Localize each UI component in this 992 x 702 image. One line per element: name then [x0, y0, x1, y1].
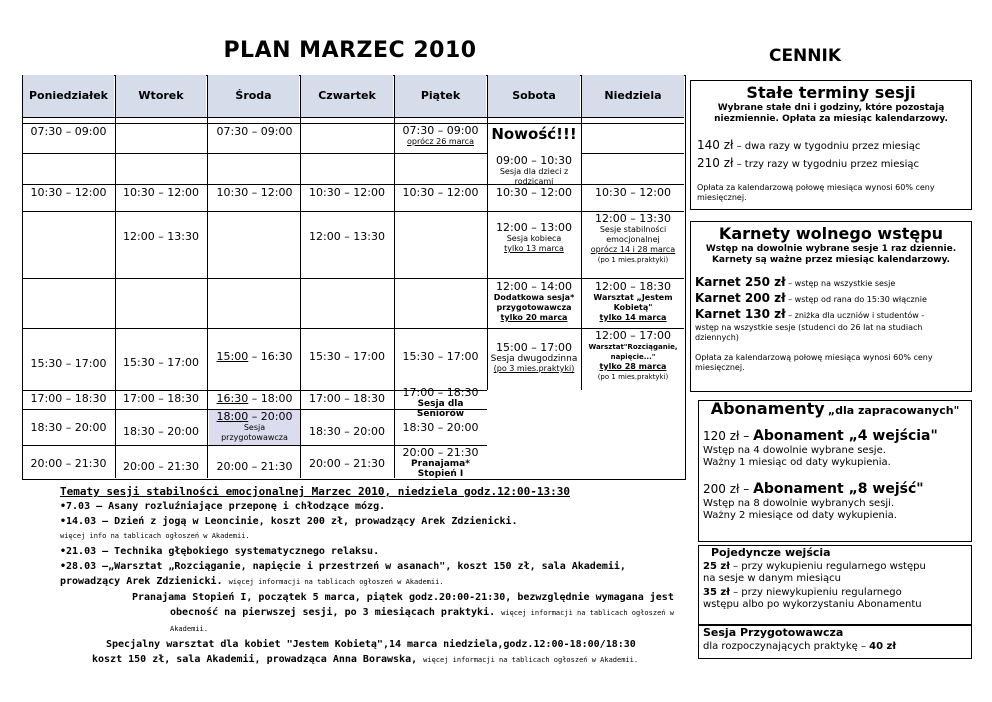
pojedyncze-line2b: wstępu albo po wykorzystaniu Abonamentu	[703, 599, 922, 610]
fri-0730-time: 07:30 – 09:00	[402, 124, 479, 137]
sun-1200c-time: 12:00 – 17:00	[595, 329, 671, 342]
wed-1800-note1: Sesja	[243, 423, 266, 432]
sun-1200	[582, 212, 684, 265]
price-box-przygotowawcza	[698, 625, 972, 659]
sat-1200b-note1: Dodatkowa sesja*	[493, 293, 575, 302]
abonament-8-line1: Wstęp na 8 dowolnie wybranych sesji.	[703, 498, 895, 509]
note-special-2-text: koszt 150 zł, sala Akademii, prowadząca Anna Borawska,	[92, 654, 418, 665]
abonament-8	[703, 483, 971, 497]
fri-2000-time: 20:00 – 21:30	[402, 446, 479, 459]
karnety-sub2: Karnety są ważne przez miesiąc kalendarzowy.	[711, 255, 951, 265]
wed-1800	[209, 410, 300, 443]
abonament-4-line1: Wstęp na 4 dowolnie wybrane sesje.	[703, 445, 886, 456]
karnet-130-price: Karnet 130 zł	[695, 307, 786, 321]
karnet-250-text: – wstęp na wszystkie sesje	[785, 279, 896, 288]
note-2803: •28.03 –„Warsztat „Rozciąganie, napięcie i przestrzeń w asanach", koszt 150 zł, sala Akademii,	[60, 561, 626, 572]
tue-1530: 15:30 – 17:00	[123, 356, 199, 369]
sat-0900-time: 09:00 – 10:30	[496, 154, 572, 167]
sun-1200-time: 12:00 – 13:30	[595, 212, 671, 225]
pojedyncze-line1-text: – przy wykupieniu regularnego wstępu	[729, 561, 926, 572]
pojedyncze-title: Pojedyncze wejścia	[711, 546, 831, 559]
mon-1700: 17:00 – 18:30	[30, 392, 107, 405]
mon-0730: 07:30 – 09:00	[30, 125, 107, 138]
karnety-sub1: Wstęp na dowolnie wybrane sesje 1 raz dziennie.	[705, 244, 957, 254]
sun-1200c-note1: Warsztat"Rozciąganie, napięcie..."	[588, 343, 678, 361]
stale-note: Opłata za kalendarzową połowę miesiąca wynosi 60% ceny miesięcznej.	[697, 183, 935, 202]
sat-0900-note: Sesja dla dzieci z rodzicami	[499, 167, 569, 186]
sat-1200b-note2: przygotowawcza	[496, 303, 572, 312]
day-header-friday: Piątek	[395, 75, 486, 117]
sun-1030: 10:30 – 12:00	[595, 186, 671, 199]
wed-1800-start: 18:00	[216, 410, 249, 423]
pojedyncze-line1-price: 25 zł	[703, 561, 730, 572]
sat-new-badge: Nowość!!!	[491, 125, 577, 143]
sat-1500-note1: Sesja dwugodzinna	[490, 354, 578, 364]
sun-1200b-note1: Warsztat „Jestem Kobietą"	[593, 293, 673, 312]
stale-line2-price: 210 zł	[697, 156, 734, 170]
stale-line1-price: 140 zł	[697, 138, 734, 152]
day-header-saturday: Sobota	[488, 75, 580, 117]
sat-1200	[488, 221, 580, 254]
stale-line1	[697, 139, 971, 153]
mon-2000: 20:00 – 21:30	[30, 457, 107, 470]
fri-0730	[395, 124, 486, 147]
sat-1500-note2: (po 3 mies.praktyki)	[493, 364, 575, 373]
abonament-4-name: Abonament „4 wejścia"	[753, 428, 938, 444]
note-1403: •14.03 – Dzień z jogą w Leoncinie, koszt 200 zł, prowadzący Arek Zdzienicki.	[60, 516, 518, 527]
sun-1200-note4: (po 1 mies.praktyki)	[597, 256, 669, 264]
abonament-8-name: Abonament „8 wejść"	[753, 481, 924, 497]
note-2803b-text: prowadzący Arek Zdzienicki.	[60, 576, 223, 587]
fri-1530: 15:30 – 17:00	[402, 350, 479, 363]
sat-1500-time: 15:00 – 17:00	[496, 341, 572, 354]
thu-1030: 10:30 – 12:00	[309, 186, 385, 199]
sun-1200-note3: oprócz 14 i 28 marca	[590, 245, 676, 254]
wed-1500	[209, 350, 300, 363]
karnet-200-price: Karnet 200 zł	[695, 291, 786, 305]
karnet-250-price: Karnet 250 zł	[695, 275, 786, 289]
fri-2000	[395, 446, 486, 479]
wed-1630-start: 16:30	[216, 392, 249, 405]
abonament-4-price: 120 zł –	[703, 429, 754, 443]
wed-1800-note2: przygotowawcza	[221, 433, 288, 442]
sun-1200b	[582, 280, 684, 323]
stale-line1-text: – dwa razy w tygodniu przez miesiąc	[733, 141, 921, 152]
karnet-200-text: – wstęp od rana do 15:30 włącznie	[785, 295, 927, 304]
abonament-4-line2: Ważny 1 miesiąc od daty wykupienia.	[703, 457, 891, 468]
sat-1200b-time: 12:00 – 14:00	[496, 280, 572, 293]
note-special-1: Specjalny warsztat dla kobiet "Jestem Kobietą",14 marca niedziela,godz.12:00-18:00/18:30	[106, 639, 636, 650]
day-header-thursday: Czwartek	[301, 75, 393, 117]
notes-section	[60, 484, 700, 668]
przygotowawcza-title: Sesja Przygotowawcza	[703, 626, 844, 639]
fri-1700-time: 17:00 – 18:30	[402, 386, 479, 399]
karnet-200	[695, 292, 971, 306]
mon-1530: 15:30 – 17:00	[30, 357, 107, 370]
wed-1630	[209, 392, 300, 405]
karnety-note: Opłata za kalendarzową połowę miesiąca wynosi 60% ceny miesięcznej.	[695, 353, 933, 372]
stale-title: Stałe terminy sesji	[746, 83, 916, 102]
abonamenty-header	[699, 399, 971, 418]
karnet-250	[695, 276, 971, 290]
price-box-abonamenty	[698, 400, 972, 542]
sun-1200b-time: 12:00 – 18:30	[595, 280, 671, 293]
abonamenty-title-sub: „dla zapracowanych"	[827, 404, 960, 417]
price-box-stale	[690, 80, 972, 210]
thu-1200: 12:00 – 13:30	[309, 230, 385, 243]
stale-line2-text: – trzy razy w tygodniu przez miesiąc	[733, 159, 919, 170]
note-pranajama-2-text: obecność na pierwszej sesji, po 3 miesiącach praktyki.	[170, 607, 496, 618]
price-box-karnety	[690, 221, 972, 392]
pojedyncze-line1b: na sesje w danym miesiącu	[703, 573, 841, 584]
sun-1200-note2: emocjonalnej	[606, 235, 660, 244]
schedule-table	[22, 75, 686, 480]
sat-1200b-note3: tylko 20 marca	[500, 313, 568, 322]
wed-2000: 20:00 – 21:30	[216, 460, 293, 473]
note-special-2	[60, 652, 700, 668]
note-1403-info: więcej info na tablicach ogłoszeń w Akademii.	[60, 532, 250, 540]
abonament-4	[703, 430, 971, 444]
wed-1500-start: 15:00	[216, 350, 249, 363]
note-pranajama-1: Pranajama Stopień I, początek 5 marca, piątek godz.20:00-21:30, bezwzględnie wymagana jest	[132, 592, 674, 603]
day-header-monday: Poniedziałek	[23, 75, 114, 117]
mon-1030: 10:30 – 12:00	[30, 186, 107, 199]
przygotowawcza-price: 40 zł	[869, 641, 897, 652]
mon-1830: 18:30 – 20:00	[30, 421, 107, 434]
cennik-title: CENNIK	[768, 46, 842, 66]
stale-line2	[697, 157, 971, 171]
price-box-pojedyncze	[698, 545, 972, 625]
tue-1030: 10:30 – 12:00	[123, 186, 199, 199]
przygotowawcza-line	[703, 641, 971, 653]
sun-1200c-note3: (po 1 mies.praktyki)	[597, 373, 669, 381]
sun-1200-note1: Sesje stabilności	[599, 225, 667, 234]
notes-title: Tematy sesji stabilności emocjonalnej Marzec 2010, niedziela godz.12:00-13:30	[60, 485, 570, 498]
abonament-8-price: 200 zł –	[703, 482, 754, 496]
stale-sub1: Wybrane stałe dni i godziny, które pozostają	[717, 103, 945, 113]
pojedyncze-line2	[703, 587, 971, 599]
pojedyncze-line2-text: – przy niewykupieniu regularnego	[729, 587, 902, 598]
thu-1530: 15:30 – 17:00	[309, 350, 385, 363]
wed-1630-end: – 18:00	[248, 392, 293, 405]
sat-1030: 10:30 – 12:00	[496, 186, 572, 199]
note-pranajama-info: więcej informacji na tablicach ogłoszeń w Akademii.	[170, 609, 674, 633]
sat-1200-note2: tylko 13 marca	[504, 244, 564, 253]
fri-1030: 10:30 – 12:00	[402, 186, 479, 199]
note-2803b	[60, 574, 700, 590]
note-special-info: więcej informacji na tablicach ogłoszeń w Akademii.	[423, 656, 639, 664]
wed-0730: 07:30 – 09:00	[216, 125, 293, 138]
stale-sub2: niezmiennie. Opłata za miesiąc kalendarzowy.	[714, 114, 948, 124]
fri-1700	[395, 386, 486, 419]
karnet-130	[695, 308, 971, 322]
abonament-8-line2: Ważny 2 miesiące od daty wykupienia.	[703, 510, 897, 521]
note-pranajama-2	[60, 605, 700, 637]
sat-1500	[488, 341, 580, 374]
abonamenty-title: Abonamenty	[710, 399, 825, 418]
thu-1700: 17:00 – 18:30	[309, 392, 385, 405]
note-2103: •21.03 – Technika głębokiego systematycznego relaksu.	[60, 546, 380, 557]
tue-1700: 17:00 – 18:30	[123, 392, 199, 405]
sat-1200-time: 12:00 – 13:00	[496, 221, 572, 234]
sat-0900	[488, 154, 580, 187]
day-header-sunday: Niedziela	[582, 75, 684, 117]
note-2803-info: więcej informacji na tablicach ogłoszeń w Akademii.	[228, 578, 444, 586]
fri-2000-note1: Pranajama*	[411, 459, 470, 469]
tue-1200: 12:00 – 13:30	[123, 230, 199, 243]
tue-1830: 18:30 – 20:00	[123, 425, 199, 438]
sun-1200b-note2: tylko 14 marca	[599, 313, 667, 322]
tue-2000: 20:00 – 21:30	[123, 460, 199, 473]
day-header-tuesday: Wtorek	[116, 75, 206, 117]
day-header-wednesday: Środa	[208, 75, 299, 117]
sat-1200b	[488, 280, 580, 323]
karnety-title: Karnety wolnego wstępu	[718, 224, 944, 243]
fri-2000-note2: Stopień I	[417, 469, 464, 479]
sun-1200c	[582, 329, 684, 382]
przygotowawcza-text: dla rozpoczynających praktykę –	[703, 641, 870, 652]
fri-0730-note: oprócz 26 marca	[407, 137, 474, 146]
pojedyncze-line2-price: 35 zł	[703, 587, 730, 598]
fri-1830: 18:30 – 20:00	[402, 421, 479, 434]
pojedyncze-line1	[703, 561, 971, 573]
thu-2000: 20:00 – 21:30	[309, 457, 385, 470]
karnet-130-detail: wstęp na wszystkie sesje (studenci do 26 lat na studiach dziennych)	[695, 323, 923, 342]
thu-1830: 18:30 – 20:00	[309, 425, 385, 438]
sun-1200c-note2: tylko 28 marca	[599, 362, 667, 371]
karnet-130-text: – zniżka dla uczniów i studentów -	[785, 311, 925, 320]
sat-1200-note1: Sesja kobieca	[506, 234, 562, 243]
wed-1500-end: – 16:30	[248, 350, 293, 363]
wed-1030: 10:30 – 12:00	[216, 186, 293, 199]
note-0703: •7.03 – Asany rozluźniające przeponę i chłodzące mózg.	[60, 501, 386, 512]
fri-1700-note: Sesja dla Seniorów	[416, 399, 465, 419]
plan-title: PLAN MARZEC 2010	[223, 38, 477, 63]
wed-1800-end: – 20:00	[248, 410, 293, 423]
